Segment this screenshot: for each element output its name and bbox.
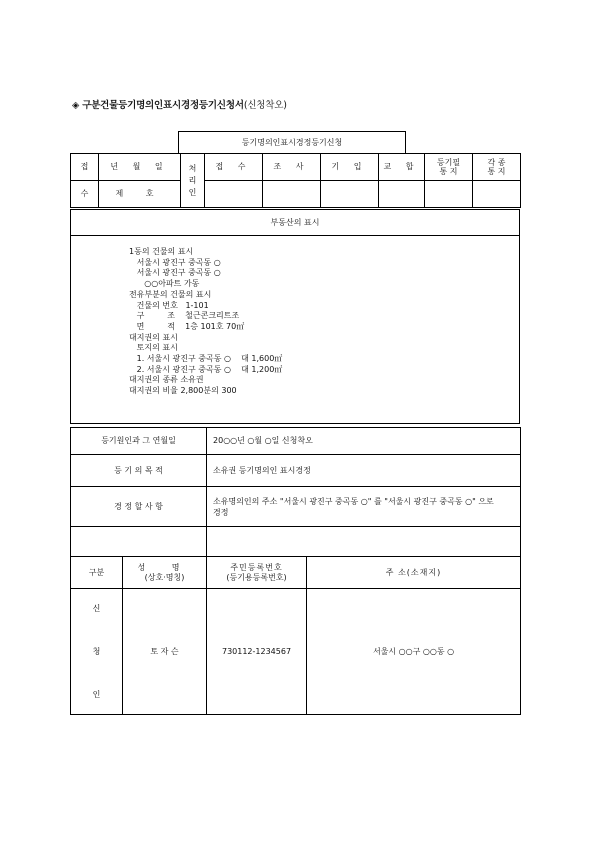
property-line: 1. 서울시 광진구 중곡동 ○ 대 1,600㎡ — [129, 354, 283, 364]
header-kind: 구분 — [71, 557, 123, 589]
cell-verify-blank — [379, 181, 425, 208]
notify-complete-line1: 등기필 — [436, 157, 461, 167]
property-line: 면 적 1층 101호 70㎡ — [129, 321, 245, 331]
applicant-char: 인 — [92, 690, 101, 700]
received-label-2: 수 — [71, 181, 99, 208]
property-line: 대지권의 표시 — [129, 332, 178, 342]
header-name — [123, 557, 207, 589]
document-title — [72, 97, 287, 111]
handling-char: 처 — [188, 163, 197, 173]
property-line: 구 조 철근콘크리트조 — [129, 311, 240, 321]
property-line: 서울시 광진구 중곡동 ○ — [129, 268, 221, 278]
property-line: 2. 서울시 광진구 중곡동 ○ 대 1,200㎡ — [129, 364, 283, 374]
header-id-line2: (등기용등록번호) — [226, 572, 287, 582]
title-sub: (신청착오) — [243, 100, 287, 111]
receipt-table — [70, 153, 521, 208]
handling-char: 리 — [188, 175, 197, 185]
blank-label-cell — [71, 527, 207, 557]
property-line: 대지권의 종류 소유권 — [129, 375, 204, 385]
property-line: 대지권의 비율 2,800분의 300 — [129, 386, 237, 396]
number-label: 제 호 — [99, 181, 181, 208]
property-line: ○○아파트 가동 — [129, 279, 200, 289]
applicant-id-number: 730112-1234567 — [207, 589, 307, 715]
cause-value: 20○○년 ○월 ○일 신청착오 — [207, 428, 521, 455]
applicant-name: 토 자 슨 — [123, 589, 207, 715]
property-line: 1동의 건물의 표시 — [129, 247, 194, 256]
received-label: 접 — [71, 154, 99, 181]
applicant-char: 청 — [92, 646, 101, 656]
cell-record-blank — [321, 181, 379, 208]
title-main: 구분건물등기명의인표시경정등기신청서 — [82, 100, 244, 111]
property-header: 부동산의 표시 — [71, 210, 519, 236]
header-id-line1: 주민등록번호 — [230, 563, 283, 573]
application-table — [70, 427, 521, 715]
header-name-line2: (상호·명칭) — [144, 572, 185, 582]
applicant-char: 신 — [92, 603, 101, 613]
handling-label — [181, 154, 205, 208]
change-value: 소유명의인의 주소 "서울시 광진구 중곡동 ○" 를 "서울시 광진구 중곡동 ○" 으로 경정 — [207, 487, 521, 527]
applicant-address: 서울시 ○○구 ○○동 ○ — [307, 589, 521, 715]
handling-char: 인 — [188, 187, 197, 197]
date-label: 년 월 일 — [99, 154, 181, 181]
purpose-label: 등 기 의 목 적 — [71, 455, 207, 487]
cell-notify-various-blank — [473, 181, 521, 208]
header-address: 주 소(소재지) — [307, 557, 521, 589]
col-inspect: 조 사 — [263, 154, 321, 181]
col-record: 기 입 — [321, 154, 379, 181]
notify-complete-line2: 통 지 — [439, 167, 458, 176]
col-received: 접 수 — [205, 154, 263, 181]
cell-received-blank — [205, 181, 263, 208]
property-line: 서울시 광진구 중곡동 ○ — [129, 257, 221, 267]
receipt-caption: 등기명의인표시경정등기신청 — [178, 131, 406, 153]
applicant-label — [71, 589, 123, 715]
purpose-value: 소유권 등기명의인 표시경정 — [207, 455, 521, 487]
cell-notify-complete-blank — [425, 181, 473, 208]
col-notify-various — [473, 154, 521, 181]
col-verify: 교 합 — [379, 154, 425, 181]
cell-inspect-blank — [263, 181, 321, 208]
property-line: 토지의 표시 — [129, 343, 178, 353]
col-notify-complete — [425, 154, 473, 181]
notify-various-line1: 각 종 — [487, 157, 506, 167]
property-section — [70, 209, 520, 424]
blank-value-cell — [207, 527, 521, 557]
header-name-line1: 성 명 — [137, 563, 192, 573]
header-id — [207, 557, 307, 589]
property-line: 전유부분의 건물의 표시 — [129, 289, 212, 299]
title-bullet-icon: ◈ — [72, 100, 80, 111]
change-label: 경 정 할 사 항 — [71, 487, 207, 527]
property-body — [71, 236, 519, 397]
property-line: 건물의 번호 1-101 — [129, 300, 209, 310]
cause-label: 등기원인과 그 연월일 — [71, 428, 207, 455]
notify-various-line2: 통 지 — [487, 167, 506, 176]
